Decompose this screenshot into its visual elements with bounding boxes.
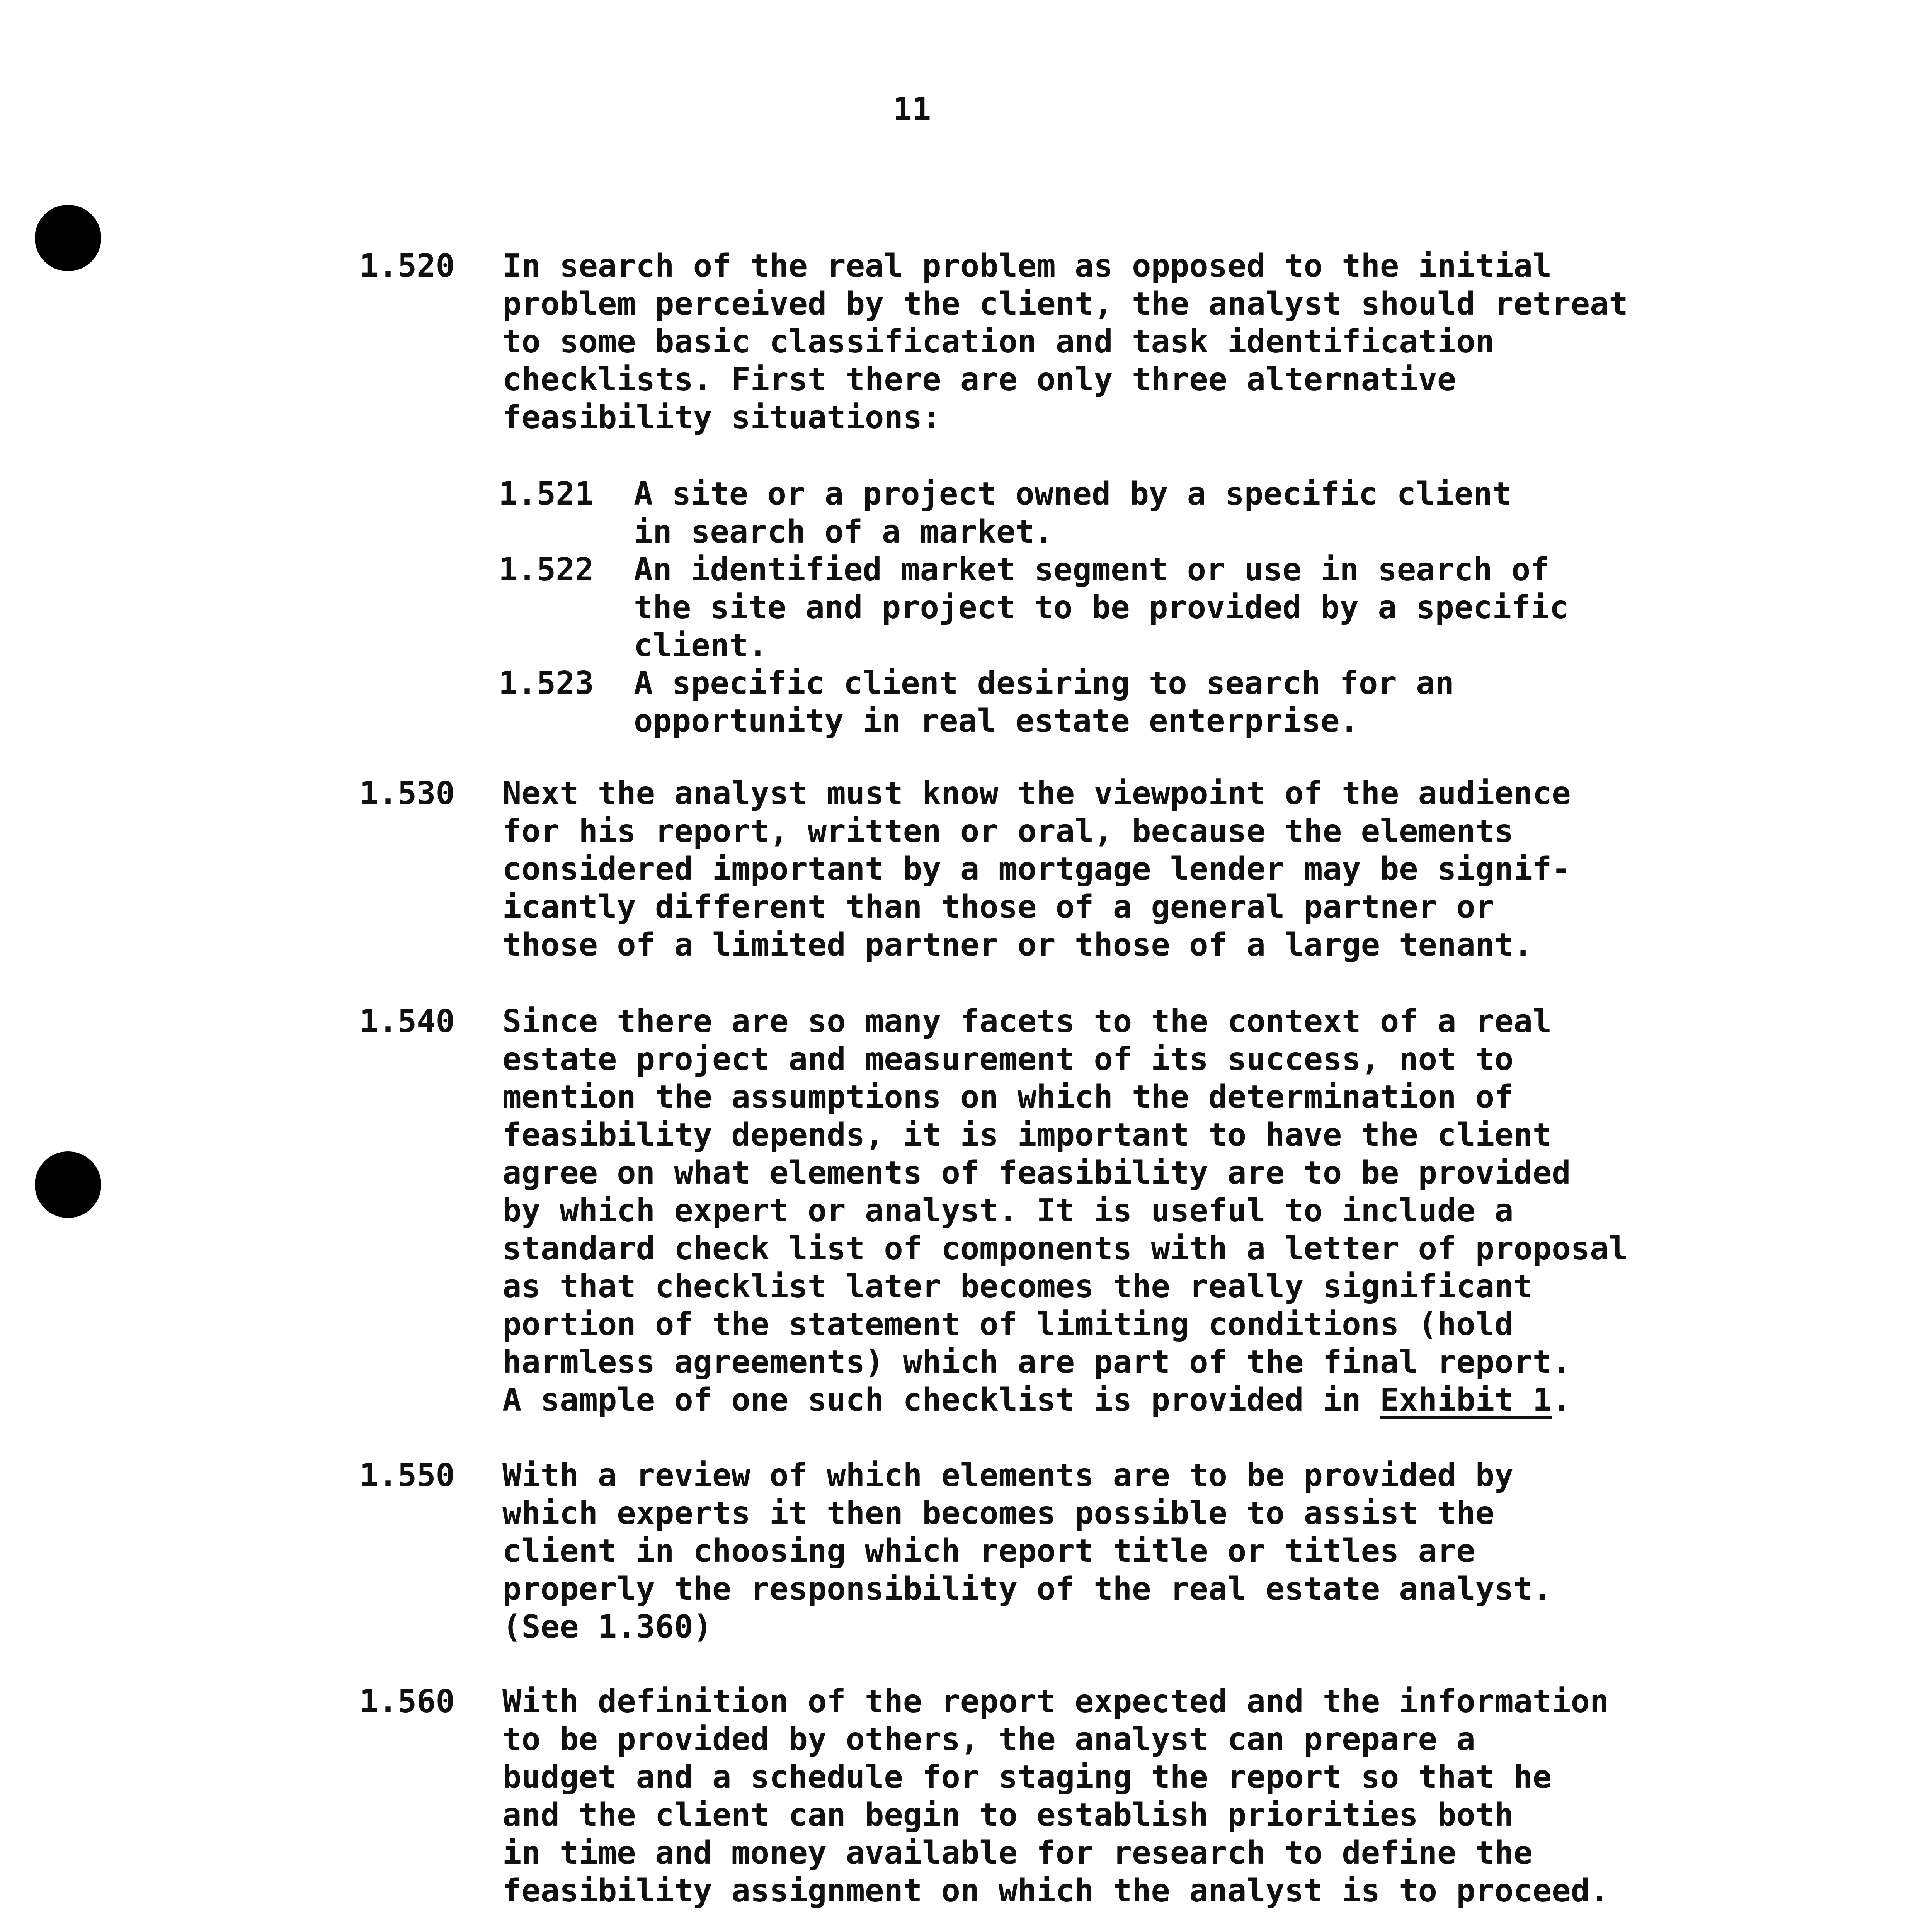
paragraph-text: An identified market segment or use in search of the site and project to be provided by a specific client.	[634, 551, 1569, 664]
subparagraph-1-523	[499, 665, 1619, 740]
paragraph-text: In search of the real problem as opposed to the initial problem perceived by the client, the analyst should retreat to some basic classification and task identification checklists. First there are only three alternative feasibility situations:	[502, 248, 1628, 436]
paragraph-1-560	[359, 1683, 1646, 1910]
paragraph-number: 1.520	[359, 248, 455, 284]
paragraph-number: 1.560	[359, 1683, 455, 1720]
paragraph-text: With a review of which elements are to be provided by which experts it then becomes possible to assist the client in choosing which report title or titles are properly the responsibility of the real estate analyst. (See 1.360)	[502, 1457, 1552, 1645]
paragraph-number: 1.522	[499, 551, 594, 588]
subparagraph-1-521	[499, 475, 1619, 551]
paragraph-1-530	[359, 775, 1646, 964]
paragraph-tail: .	[1552, 1382, 1571, 1418]
paragraph-number: 1.521	[499, 476, 594, 512]
subparagraph-1-522	[499, 551, 1619, 665]
paragraph-body: Since there are so many facets to the context of a real estate project and measurement of its success, not to mention the assumptions on which the determination of feasibility depends, it is important to have the client agree on what elements of feasibility are to be provided by which expert or analyst. It is useful to include a standard check list of components with a letter of proposal as that checklist later becomes the really significant portion of the statement of limiting conditions (hold harmless agreements) which are part of the final report. A sample of one such checklist is provided in	[502, 1003, 1628, 1418]
page-number: 11	[893, 91, 931, 128]
punch-hole	[35, 1151, 101, 1218]
paragraph-number: 1.550	[359, 1457, 455, 1494]
paragraph-text: With definition of the report expected and the information to be provided by others, the analyst can prepare a budget and a schedule for staging the report so that he and the client can begin to establish priorities both in time and money available for research to define the feasibility assignment on which the analyst is to proceed.	[502, 1683, 1609, 1909]
exhibit-1-link[interactable]: Exhibit 1	[1380, 1382, 1552, 1418]
paragraph-text	[502, 1003, 1642, 1419]
paragraph-number: 1.530	[359, 775, 455, 812]
paragraph-text: A specific client desiring to search for an opportunity in real estate enterprise.	[634, 665, 1454, 740]
paragraph-number: 1.523	[499, 665, 594, 702]
paragraph-text: A site or a project owned by a specific client in search of a market.	[634, 476, 1511, 550]
paragraph-text: Next the analyst must know the viewpoint of the audience for his report, written or oral, because the elements considered important by a mortgage lender may be signif- icantly different than those of a general partner or those of a limited partner or those of a large tenant.	[502, 775, 1571, 963]
paragraph-number: 1.540	[359, 1003, 455, 1040]
punch-hole	[35, 205, 101, 271]
paragraph-1-540	[359, 1003, 1646, 1419]
paragraph-1-550	[359, 1457, 1646, 1646]
paragraph-1-520	[359, 247, 1646, 437]
